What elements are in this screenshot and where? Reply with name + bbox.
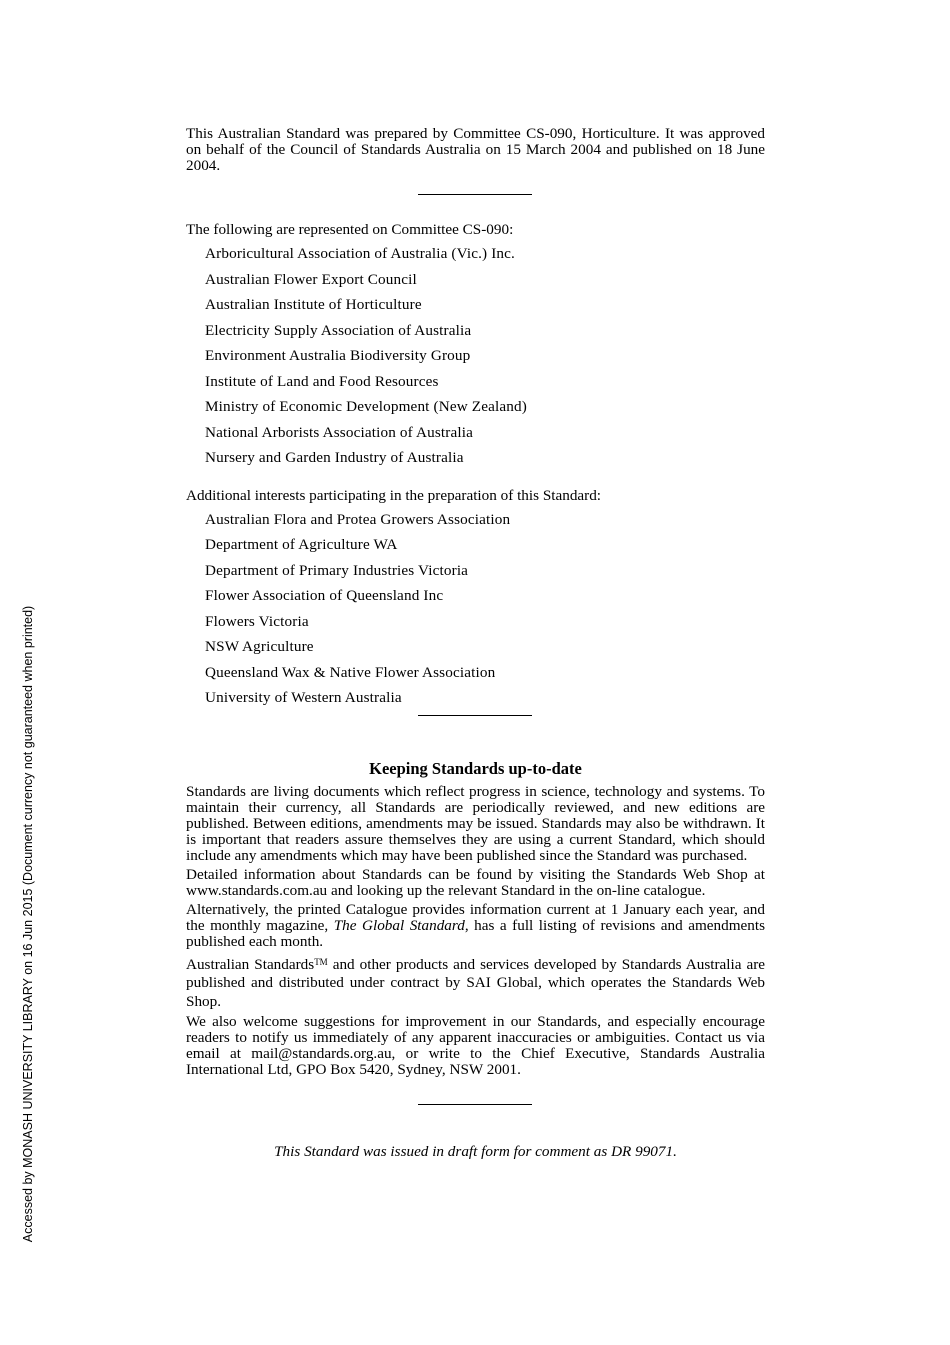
committee-member-list xyxy=(186,245,765,475)
p4-text-before: Australian Standards xyxy=(186,955,315,973)
committee-member: Institute of Land and Food Resources xyxy=(205,372,439,390)
side-note-wrapper xyxy=(20,594,36,1254)
page-content xyxy=(186,126,765,1161)
section-divider xyxy=(418,715,532,716)
draft-note: This Standard was issued in draft form for comment as DR 99071. xyxy=(274,1143,677,1160)
additional-interest: Australian Flora and Protea Growers Association xyxy=(205,510,511,528)
additional-interest: Queensland Wax & Native Flower Association xyxy=(205,663,496,681)
committee-member: Nursery and Garden Industry of Australia xyxy=(205,449,464,466)
keeping-paragraph-4 xyxy=(186,953,765,1012)
additional-interests-intro: Additional interests participating in the preparation of this Standard: xyxy=(186,486,602,504)
additional-interest: NSW Agriculture xyxy=(205,638,314,655)
access-watermark: Accessed by MONASH UNIVERSITY LIBRARY on 16 Jun 2015 (Document currency not guaranteed when printed) xyxy=(21,605,35,1243)
committee-member: National Arborists Association of Australia xyxy=(205,423,473,441)
preparation-statement: This Australian Standard was prepared by Committee CS-090, Horticulture. It was approved on behalf of the Council of Standards Australia on 15 March 2004 and published on 18 June 2004. xyxy=(186,125,765,174)
committee-member: Electricity Supply Association of Australia xyxy=(205,321,472,339)
keeping-paragraph-5: We also welcome suggestions for improvement in our Standards, and especially encourage readers to notify us immediately of any apparent inaccuracies or ambiguities. Contact us via email at mail@standards.org.au, or write to the Chief Executive, Standards Australia International Ltd, GPO Box 5420, Sydney, NSW 2001. xyxy=(186,1013,765,1078)
global-standard-title: The Global Standard xyxy=(333,916,465,934)
additional-interest: Department of Primary Industries Victoria xyxy=(205,561,469,579)
committee-member: Environment Australia Biodiversity Group xyxy=(205,347,471,364)
committee-member: Australian Institute of Horticulture xyxy=(205,296,422,313)
committee-member: Ministry of Economic Development (New Zealand) xyxy=(205,398,527,415)
p3-text-after: , has a full listing of revisions and amendments published each month. xyxy=(186,916,766,950)
p3-text-before: Alternatively, the printed Catalogue provides information current at 1 January each year, and the monthly magazine, xyxy=(186,900,765,934)
section-divider xyxy=(418,194,532,195)
additional-interest: Flowers Victoria xyxy=(205,612,309,630)
additional-interest: Flower Association of Queensland Inc xyxy=(205,587,444,604)
keeping-paragraph-1: Standards are living documents which reflect progress in science, technology and systems. To maintain their currency, all Standards are periodically reviewed, and new editions are published. Between editions, amendments may be issued. Standards may also be withdrawn. It is important that readers assure themselves they are using a current Standard, which should include any amendments which may have been published since the Standard was purchased. xyxy=(186,782,765,864)
additional-interest: Department of Agriculture WA xyxy=(205,536,398,553)
committee-member: Australian Flower Export Council xyxy=(205,270,417,288)
committee-member: Arboricultural Association of Australia (Vic.) Inc. xyxy=(205,245,515,262)
additional-interest: University of Western Australia xyxy=(205,689,402,706)
keeping-up-to-date-heading: Keeping Standards up-to-date xyxy=(369,758,582,778)
keeping-paragraph-3 xyxy=(186,902,765,950)
keeping-paragraph-2: Detailed information about Standards can be found by visiting the Standards Web Shop at www.standards.com.au and looking up the relevant Standard in the on-line catalogue. xyxy=(186,865,765,899)
section-divider xyxy=(418,1104,532,1105)
p4-text-after: and other products and services developed by Standards Australia are published and distributed under contract by SAI Global, which operates the Standards Web Shop. xyxy=(186,955,765,1010)
additional-interests-list xyxy=(186,511,765,715)
trademark-mark: TM xyxy=(314,956,328,967)
committee-intro: The following are represented on Committee CS-090: xyxy=(186,221,514,238)
